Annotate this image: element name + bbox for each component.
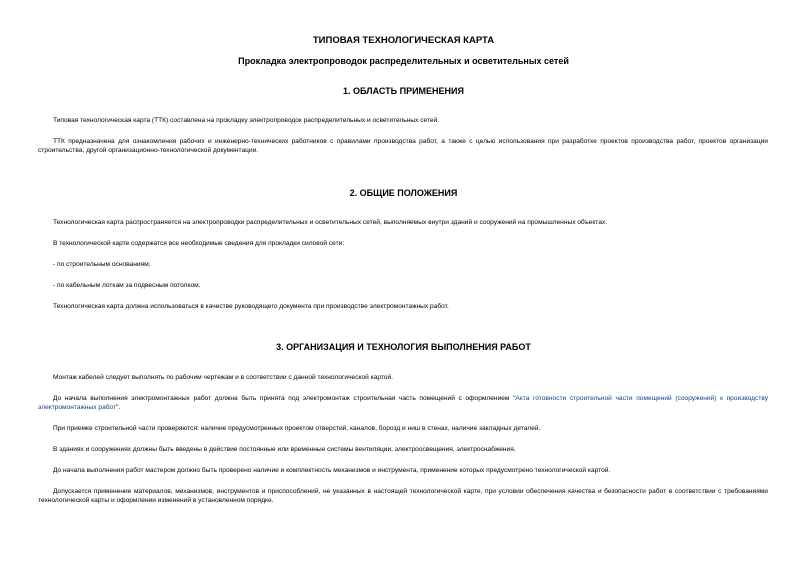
paragraph: До начала выполнения работ мастером должно быть проверено наличие и комплектность механизмов и инструмента, применение которых предусмотрено технологической картой. <box>53 467 611 474</box>
link-prefix: До начала выполнения электромонтажных работ должна быть принята под электромонтаж строительная часть помещений с оформлением " <box>53 395 516 402</box>
section-heading-2: 2. ОБЩИЕ ПОЛОЖЕНИЯ <box>349 188 458 198</box>
section-heading-1: 1. ОБЛАСТЬ ПРИМЕНЕНИЯ <box>343 86 464 96</box>
paragraph: ТТК предназначена для ознакомления рабочих и инженерно-технических работников с правилами производства работ, а также с целью использования при разработке проектов производства работ, проектов организации строительства, другой организационно-технологической документации. <box>38 138 768 154</box>
document-subtitle: Прокладка электропроводок распределительных и осветительных сетей <box>238 56 569 66</box>
section-heading-3: 3. ОРГАНИЗАЦИЯ И ТЕХНОЛОГИЯ ВЫПОЛНЕНИЯ РАБОТ <box>276 342 531 352</box>
paragraph: В зданиях и сооружениях должны быть введены в действие постоянные или временные системы вентиляции, электроосвещения, электроснабжения. <box>53 446 516 453</box>
paragraph: Монтаж кабелей следует выполнять по рабочим чертежам и в соответствии с данной технологической картой. <box>53 374 393 381</box>
paragraph: Технологическая карта распространяется на электропроводки распределительных и осветительных сетей, выполняемых внутри зданий и сооружений на промышленных объектах. <box>53 219 608 226</box>
list-item: - по кабельным лоткам за подвесным потолком. <box>53 282 201 289</box>
paragraph: При приемке строительной части проверяются: наличие предусмотренных проектом отверстий, каналов, борозд и ниш в стенах, наличие закладных деталей. <box>53 425 541 432</box>
list-item: - по строительным основаниям; <box>53 261 151 268</box>
paragraph: Допускается применение материалов, механизмов, инструментов и приспособлений, не указанных в настоящей технологической карте, при условии обеспечения качества и безопасности работ в соответствии с требованиями технологической карты и оформлении изменений в установленном порядке. <box>38 488 768 504</box>
paragraph: Типовая технологическая карта (ТТК) составлена на прокладку электропроводок распределительных и осветительных сетей. <box>53 117 440 124</box>
link-suffix: ". <box>116 404 121 411</box>
paragraph: В технологической карте содержатся все необходимые сведения для прокладки силовой сети: <box>53 240 345 247</box>
paragraph: Технологическая карта должна использоваться в качестве руководящего документа при производстве электромонтажных работ. <box>53 303 449 310</box>
act-readiness-link[interactable]: Акта готовности строительной части помещений (сооружений) к производству электромонтажных работ <box>38 395 768 411</box>
document-title: ТИПОВАЯ ТЕХНОЛОГИЧЕСКАЯ КАРТА <box>312 35 495 46</box>
paragraph-with-link <box>38 394 768 412</box>
